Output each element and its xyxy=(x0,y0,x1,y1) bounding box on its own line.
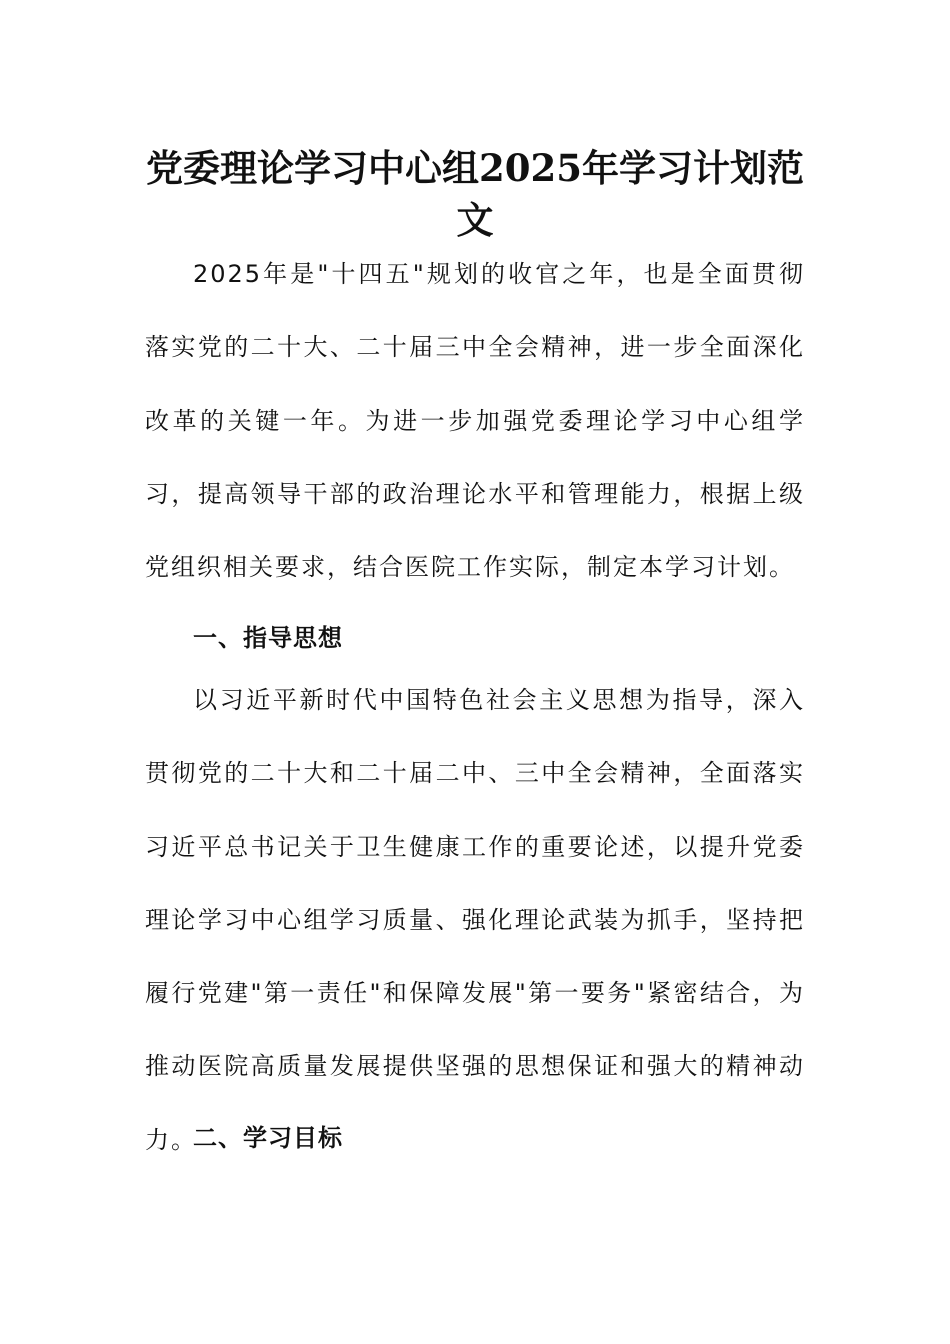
section-paragraph-guiding-ideology: 以习近平新时代中国特色社会主义思想为指导，深入贯彻党的二十大和二十届二中、三中全会精神，全面落实习近平总书记关于卫生健康工作的重要论述，以提升党委理论学习中心组学习质量、强化理论武装为抓手，坚持把履行党建"第一责任"和保障发展"第一要务"紧密结合，为推动医院高质量发展提供坚强的思想保证和强大的精神动力。 xyxy=(145,686,805,1154)
document-title: 党委理论学习中心组2025年学习计划范文 xyxy=(146,146,804,242)
section-heading-guiding-ideology: 一、指导思想 xyxy=(193,624,343,652)
intro-paragraph: 2025年是"十四五"规划的收官之年，也是全面贯彻落实党的二十大、二十届三中全会精神，进一步全面深化改革的关键一年。为进一步加强党委理论学习中心组学习，提高领导干部的政治理论水平和管理能力，根据上级党组织相关要求，结合医院工作实际，制定本学习计划。 xyxy=(145,260,805,582)
section-heading-learning-goals: 二、学习目标 xyxy=(193,1124,343,1152)
